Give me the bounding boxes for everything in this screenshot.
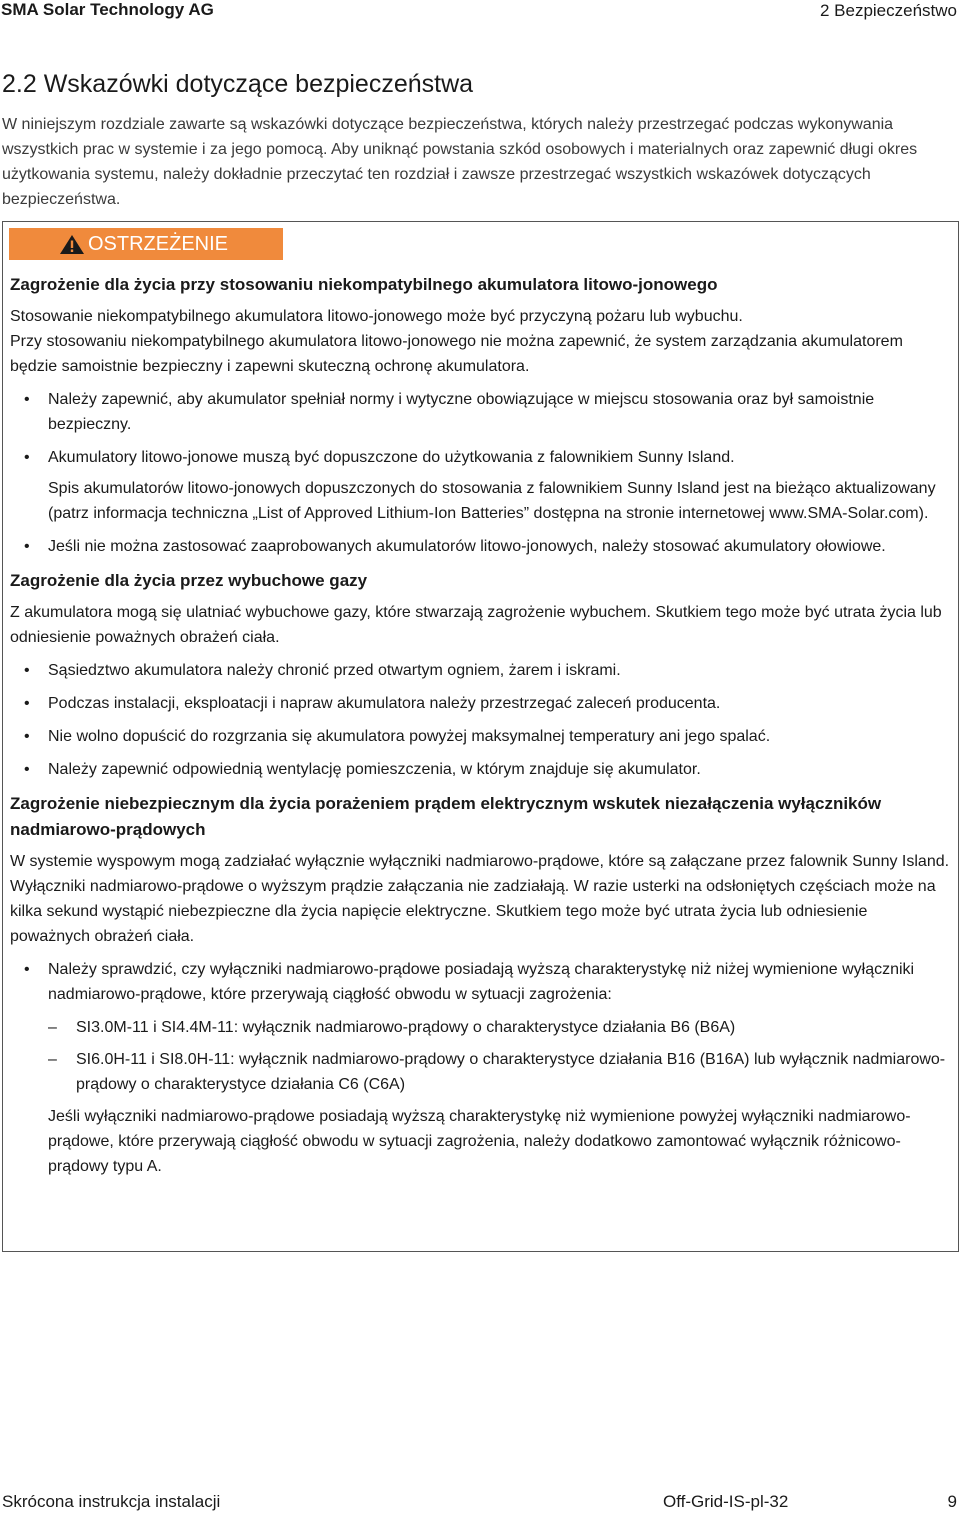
list-item: • Jeśli nie można zastosować zaaprobowanych akumulatorów litowo-jonowych, należy stosować akumulatory ołowiowe. <box>10 534 950 559</box>
block1-bullet-list <box>10 387 950 470</box>
block3-bullet-list <box>10 957 950 1007</box>
list-item: • Należy zapewnić odpowiednią wentylację pomieszczenia, w którym znajduje się akumulator. <box>10 757 950 782</box>
block3-dash-list <box>10 1015 950 1097</box>
warning-content <box>10 268 950 1187</box>
list-item: – SI3.0M-11 i SI4.4M-11: wyłącznik nadmiarowo-prądowy o charakterystyce działania B6 (B6A) <box>48 1015 950 1040</box>
block3-closing: Jeśli wyłączniki nadmiarowo-prądowe posiadają wyższą charakterystykę niż wymienione powyżej wyłączniki nadmiarowo-prądowe, które przerywają ciągłość obwodu w sytuacji zagrożenia, należy dodatkowo zamontować wyłącznik różnicowo-prądowy typu A. <box>48 1108 911 1175</box>
block2-bullet-list <box>10 658 950 782</box>
list-item: • Podczas instalacji, eksploatacji i napraw akumulatora należy przestrzegać zaleceń producenta. <box>10 691 950 716</box>
section-title: 2.2 Wskazówki dotyczące bezpieczeństwa <box>2 70 474 98</box>
block1-para2: Przy stosowaniu niekompatybilnego akumulatora litowo-jonowego nie można zapewnić, że system zarządzania akumulatorem będzie samoistnie bezpieczny i zapewni skuteczną ochronę akumulatora. <box>10 333 903 375</box>
list-item: • Należy sprawdzić, czy wyłączniki nadmiarowo-prądowe posiadają wyższą charakterystykę niż niżej wymienione wyłączniki nadmiarowo-prądowe, które przerywają ciągłość obwodu w sytuacji zagrożenia: <box>10 957 950 1007</box>
list-item: • Należy zapewnić, aby akumulator spełniał normy i wytyczne obowiązujące w miejscu stosowania oraz był samoistnie bezpieczny. <box>10 387 950 437</box>
warning-label-bar <box>9 228 283 260</box>
block1-heading: Zagrożenie dla życia przy stosowaniu niekompatybilnego akumulatora litowo-jonowego <box>10 275 718 294</box>
footer-doc-title: Skrócona instrukcja instalacji <box>2 1492 221 1511</box>
footer-page-number: 9 <box>947 1492 957 1511</box>
header-chapter: 2 Bezpieczeństwo <box>819 1 957 20</box>
warning-label: OSTRZEŻENIE <box>88 233 229 255</box>
footer-doc-code: Off-Grid-IS-pl-32 <box>663 1492 789 1511</box>
list-item: • Sąsiedztwo akumulatora należy chronić przed otwartym ogniem, żarem i iskrami. <box>10 658 950 683</box>
block3-para: W systemie wyspowym mogą zadziałać wyłącznie wyłączniki nadmiarowo-prądowe, które są załączane przez falownik Sunny Island. Wyłączniki nadmiarowo-prądowe o wyższym prądzie załączania nie zadziałają. W razie usterki na odsłoniętych częściach może na kilka sekund wystąpić niebezpieczne dla życia napięcie elektryczne. Skutkiem tego może być utrata życia lub odniesienie poważnych obrażeń ciała. <box>10 853 950 945</box>
block2-para: Z akumulatora mogą się ulatniać wybuchowe gazy, które stwarzają zagrożenie wybuchem. Skutkiem tego może być utrata życia lub odniesienie poważnych obrażeń ciała. <box>10 604 942 646</box>
list-item: • Nie wolno dopuścić do rozgrzania się akumulatora powyżej maksymalnej temperatury ani jego spalać. <box>10 724 950 749</box>
block1-bullet2-extra: Spis akumulatorów litowo-jonowych dopuszczonych do stosowania z falownikiem Sunny Island jest na bieżąco aktualizowany (patrz informacja techniczna „List of Approved Lithium-Ion Batteries” dostępna na stronie internetowej www.SMA-Solar.com). <box>48 480 936 522</box>
block1-para1: Stosowanie niekompatybilnego akumulatora litowo-jonowego może być przyczyną pożaru lub wybuchu. <box>10 308 743 325</box>
block1-bullet-list-2 <box>10 534 950 559</box>
list-item: • Akumulatory litowo-jonowe muszą być dopuszczone do użytkowania z falownikiem Sunny Island. <box>10 445 950 470</box>
block2-heading: Zagrożenie dla życia przez wybuchowe gazy <box>10 571 368 590</box>
list-item: – SI6.0H-11 i SI8.0H-11: wyłącznik nadmiarowo-prądowy o charakterystyce działania B16 (B16A) lub wyłącznik nadmiarowo-prądowy o charakterystyce działania C6 (C6A) <box>48 1047 950 1097</box>
header-company: SMA Solar Technology AG <box>1 0 214 19</box>
warning-triangle-icon <box>60 235 84 254</box>
block3-heading: Zagrożenie niebezpiecznym dla życia porażeniem prądem elektrycznym wskutek niezałączenia wyłączników nadmiarowo-prądowych <box>10 794 882 839</box>
section-intro: W niniejszym rozdziale zawarte są wskazówki dotyczące bezpieczeństwa, których należy przestrzegać podczas wykonywania wszystkich prac w systemie i za jego pomocą. Aby uniknąć powstania szkód osobowych i materialnych oraz zapewnić długi okres użytkowania systemu, należy dokładnie przeczytać ten rozdział i zawsze przestrzegać wszystkich wskazówek dotyczących bezpieczeństwa. <box>2 116 918 208</box>
